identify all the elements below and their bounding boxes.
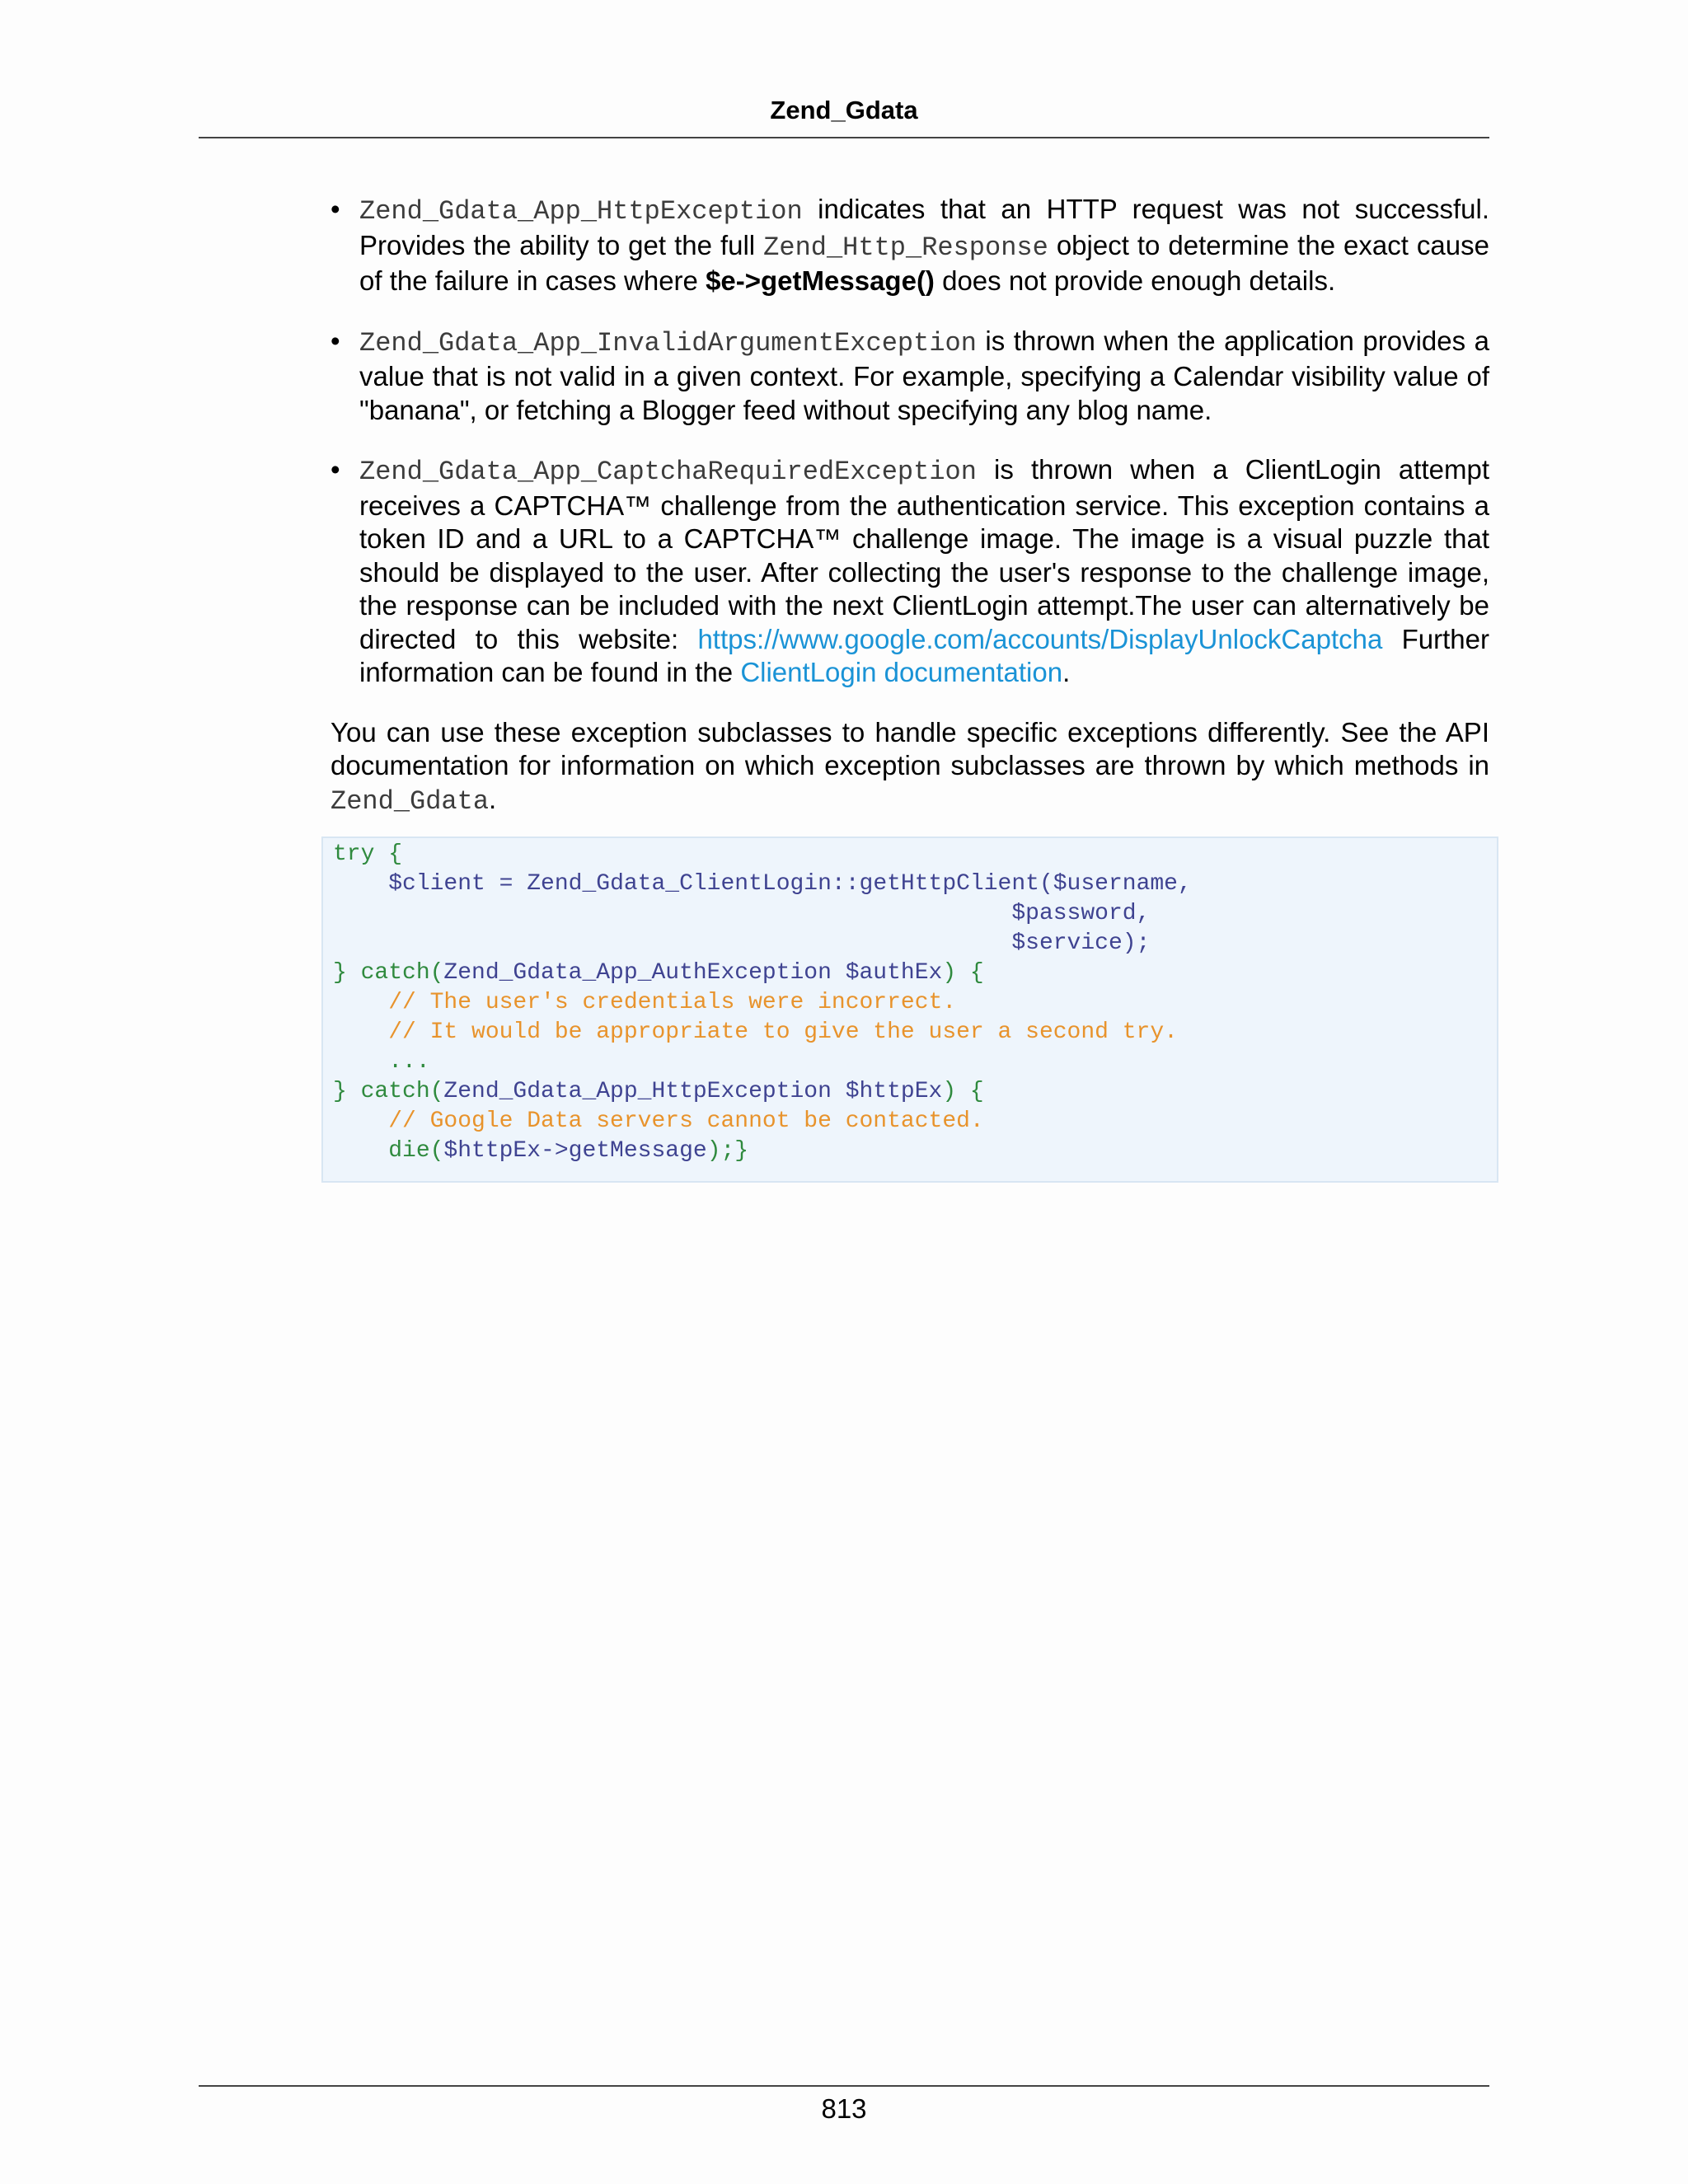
unlock-captcha-link[interactable]: https://www.google.com/accounts/DisplayUnlockCaptcha — [697, 623, 1383, 654]
code-token: $username, — [1053, 871, 1192, 897]
code-token: try { — [333, 841, 403, 867]
code-token: ) { — [942, 960, 984, 986]
code-line — [333, 899, 1150, 929]
code-token: $service); — [1011, 930, 1151, 956]
list-item-text: is thrown when the application provides a value that is not valid in a given context. For example, specifying a Calendar visibility value of "banana", or fetching a Blogger feed without specifying any blog name. — [359, 325, 1489, 425]
footer-rule — [199, 2085, 1489, 2087]
code-token — [333, 871, 388, 897]
code-line — [333, 1137, 748, 1166]
inline-code: Zend_Gdata — [331, 785, 490, 817]
list-item-text: Further information can be found in the — [359, 623, 1489, 687]
paragraph-text: You can use these exception subclasses to handle specific exceptions differently. See the API documentation for information on which exception subclasses are thrown by which methods in — [331, 716, 1489, 780]
inline-code: Zend_Gdata_App_HttpException — [359, 196, 803, 227]
inline-code: Zend_Gdata_App_CaptchaRequiredException — [359, 457, 977, 487]
inline-code: Zend_Gdata_App_InvalidArgumentException — [359, 327, 977, 359]
code-token — [333, 901, 1011, 926]
code-token: } catch( — [333, 1079, 444, 1104]
list-item-text: does not provide enough details. — [934, 265, 1336, 296]
code-token: $password, — [1011, 901, 1151, 926]
code-token: die( — [333, 1138, 444, 1164]
code-token: Zend_Gdata_App_HttpException $httpEx — [443, 1079, 943, 1104]
code-token: $client = Zend_Gdata_ClientLogin::getHttpClient( — [388, 871, 1053, 897]
code-comment: // The user's credentials were incorrect. — [333, 990, 957, 1015]
code-line — [333, 1077, 984, 1107]
exception-list — [331, 193, 1489, 690]
code-line — [333, 958, 984, 988]
code-token — [333, 930, 1011, 956]
bullet-icon: • — [331, 194, 340, 224]
code-line — [333, 840, 402, 869]
list-item — [331, 325, 1489, 428]
inline-code: Zend_Http_Response — [763, 232, 1048, 263]
code-token: Zend_Gdata_App_AuthException $authEx — [443, 960, 943, 986]
bullet-icon: • — [331, 454, 340, 485]
code-token: );} — [706, 1138, 749, 1164]
code-comment: // It would be appropriate to give the user a second try. — [333, 1019, 1178, 1045]
list-item-text: is thrown when a ClientLogin attempt receives a CAPTCHA™ challenge from the authentication service. This exception contains a token ID and a URL to a CAPTCHA™ challenge image. The image is a visual puzzle that should be displayed to the user. After collecting the user's response to the challenge image, the response can be included with the next ClientLogin attempt.The user can alternatively be directed to this website: — [359, 454, 1489, 654]
bullet-icon: • — [331, 325, 340, 356]
code-token: $httpEx->getMessage — [443, 1138, 707, 1164]
list-item-text: indicates that an HTTP request was not successful. Provides the ability to get the full — [359, 194, 1489, 260]
code-token: } catch( — [333, 960, 444, 986]
page-content — [331, 193, 1489, 846]
body-paragraph — [331, 716, 1489, 819]
list-item-text: . — [1062, 657, 1071, 687]
code-comment: // Google Data servers cannot be contacted. — [333, 1108, 984, 1134]
page-header-title: Zend_Gdata — [770, 96, 918, 124]
code-token: ) { — [942, 1079, 984, 1104]
clientlogin-docs-link[interactable]: ClientLogin documentation — [740, 657, 1063, 687]
list-item — [331, 193, 1489, 298]
code-line — [333, 869, 1192, 899]
header-rule — [199, 137, 1489, 138]
code-line — [333, 929, 1150, 958]
list-item-text: object to determine the exact cause of the failure in cases where — [359, 229, 1489, 296]
bold-code: $e->getMessage() — [706, 265, 935, 296]
list-item — [331, 453, 1489, 690]
paragraph-text: . — [489, 783, 497, 814]
page-number: 813 — [821, 2093, 867, 2124]
code-block — [321, 837, 1498, 1183]
code-line: ... — [333, 1049, 430, 1075]
